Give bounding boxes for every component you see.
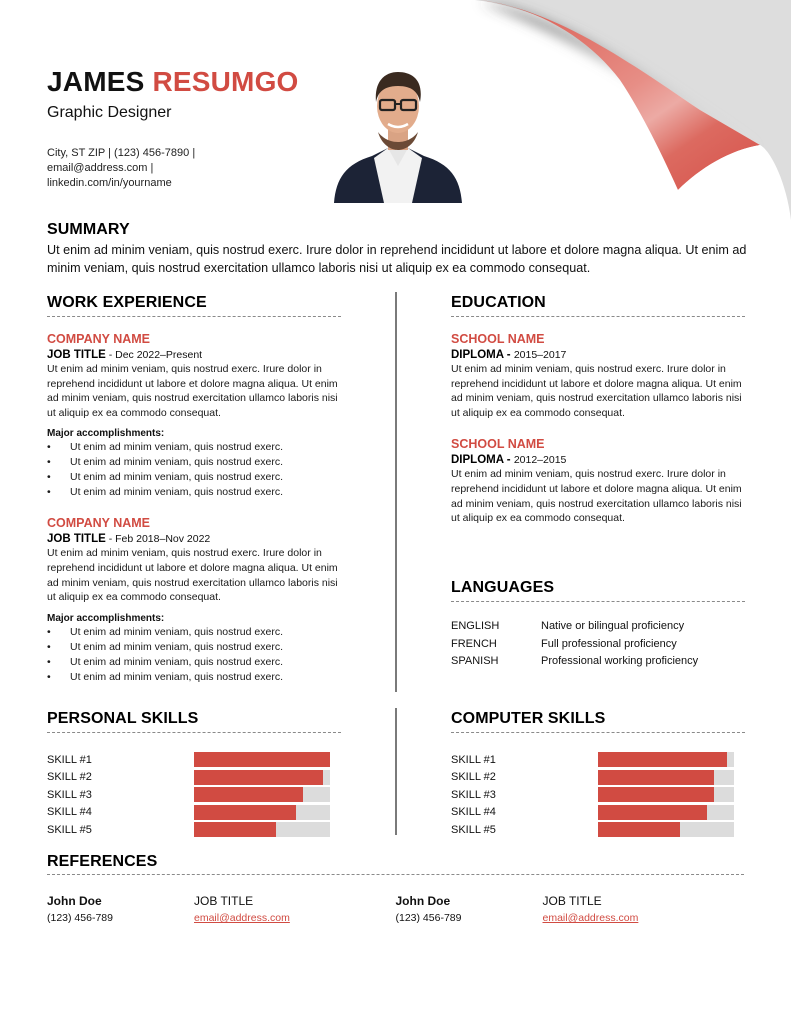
personal-skills-heading: PERSONAL SKILLS xyxy=(47,710,199,727)
skill-bar xyxy=(194,805,330,820)
language-row xyxy=(451,636,745,654)
skill-bar-fill xyxy=(194,770,323,785)
bullet-icon: • xyxy=(47,640,51,653)
skill-label: SKILL #5 xyxy=(47,823,92,836)
skill-bar xyxy=(194,822,330,837)
language-row xyxy=(451,618,745,636)
contact-line: linkedin.com/in/yourname xyxy=(47,177,172,189)
skills-list xyxy=(47,751,341,839)
skill-bar-fill xyxy=(194,822,276,837)
skill-label: SKILL #1 xyxy=(47,753,92,766)
language-level: Professional working proficiency xyxy=(541,655,699,667)
skill-label: SKILL #3 xyxy=(451,788,496,801)
reference-email-link[interactable]: email@address.com xyxy=(194,912,290,924)
reference-name: John Doe xyxy=(395,894,451,908)
language-level: Full professional proficiency xyxy=(541,637,677,650)
bullet-icon: • xyxy=(47,471,51,484)
references-section xyxy=(47,853,744,927)
list-item xyxy=(47,470,341,485)
languages-heading: LANGUAGES xyxy=(451,579,555,596)
language-level: Native or bilingual proficiency xyxy=(541,620,685,632)
bullet-icon: • xyxy=(47,625,51,638)
skill-bar-fill xyxy=(194,805,296,820)
skill-bar xyxy=(598,787,734,802)
list-item xyxy=(47,670,341,685)
references-heading: REFERENCES xyxy=(47,853,158,870)
first-name: JAMES xyxy=(47,66,145,97)
reference-email-link[interactable]: email@address.com xyxy=(542,912,639,924)
accomplishment-text: Ut enim ad minim veniam, quis nostrud exerc. xyxy=(70,441,283,454)
summary-section xyxy=(47,221,747,277)
column-divider xyxy=(395,708,397,835)
job-entry xyxy=(47,332,341,500)
personal-skills-section xyxy=(47,710,341,839)
accomplishment-text: Ut enim ad minim veniam, quis nostrud exerc. xyxy=(70,670,283,683)
section-divider xyxy=(47,732,341,733)
job-title-line xyxy=(47,349,341,361)
accomplishment-text: Ut enim ad minim veniam, quis nostrud exerc. xyxy=(70,625,283,638)
school-entry xyxy=(451,437,745,525)
job-title: Graphic Designer xyxy=(47,104,172,121)
languages-list xyxy=(451,618,745,671)
references-list xyxy=(47,893,744,927)
skill-bar xyxy=(598,822,734,837)
accomplishment-text: Ut enim ad minim veniam, quis nostrud exerc. xyxy=(70,471,283,484)
job-title-line xyxy=(47,533,341,545)
skill-bar-fill xyxy=(194,752,330,767)
skill-row xyxy=(451,751,745,769)
skill-bar-fill xyxy=(598,822,680,837)
skill-row xyxy=(47,821,341,839)
work-experience-section xyxy=(47,294,341,685)
company-name: COMPANY NAME xyxy=(47,332,151,346)
school-entry xyxy=(451,332,745,420)
job-title: JOB TITLE xyxy=(47,533,106,546)
contact-line: email@address.com | xyxy=(47,162,154,174)
job-description: Ut enim ad minim veniam, quis nostrud exerc. Irure dolor in reprehend incididunt ut labore et dolore magna aliqua. Ut enim ad minim veniam, quis nostrud exercitation ullamco laboris nisi ut aliquip ex ea commodo consequat. xyxy=(47,363,338,419)
school-dates: 2012–2015 xyxy=(513,454,567,467)
accomplishments-list xyxy=(47,625,341,685)
bullet-icon: • xyxy=(47,655,51,668)
skills-list xyxy=(451,751,745,839)
skill-bar xyxy=(194,787,330,802)
language-row xyxy=(451,653,745,671)
skill-bar-fill xyxy=(598,787,714,802)
accomplishments-label: Major accomplishments: xyxy=(47,612,165,624)
computer-skills-heading: COMPUTER SKILLS xyxy=(451,710,606,727)
skill-label: SKILL #4 xyxy=(47,806,92,819)
reference-phone: (123) 456-789 xyxy=(47,912,113,924)
skill-row xyxy=(451,769,745,787)
contact-line: City, ST ZIP | (123) 456-7890 | xyxy=(47,147,196,159)
accomplishment-text: Ut enim ad minim veniam, quis nostrud exerc. xyxy=(70,640,283,653)
company-name: COMPANY NAME xyxy=(47,516,151,531)
job-description: Ut enim ad minim veniam, quis nostrud exerc. Irure dolor in reprehend incididunt ut labore et dolore magna aliqua. Ut enim ad minim veniam, quis nostrud exercitation ullamco laboris nisi ut aliquip ex ea commodo consequat. xyxy=(47,547,338,604)
summary-text: Ut enim ad minim veniam, quis nostrud exerc. Irure dolor in reprehend incididunt ut labore et dolore magna aliqua. Ut enim ad minim veniam, quis nostrud exercitation ullamco laboris nisi ut aliquip ex ea commodo consequat. xyxy=(47,243,747,275)
bullet-icon: • xyxy=(47,486,51,499)
language-name: FRENCH xyxy=(451,637,497,650)
skill-bar xyxy=(194,752,330,767)
contact-info xyxy=(47,146,195,191)
section-divider xyxy=(47,316,341,317)
skill-bar xyxy=(598,770,734,785)
reference-job-title: JOB TITLE xyxy=(194,894,254,908)
list-item xyxy=(47,625,341,640)
profile-photo xyxy=(332,66,463,203)
bullet-icon: • xyxy=(47,670,51,683)
skill-bar-fill xyxy=(598,752,727,767)
computer-skills-section xyxy=(451,710,745,839)
skill-bar xyxy=(598,752,734,767)
skill-label: SKILL #3 xyxy=(47,788,92,801)
language-name: ENGLISH xyxy=(451,620,500,632)
skill-label: SKILL #5 xyxy=(451,823,496,836)
skill-bar xyxy=(194,770,330,785)
reference-phone: (123) 456-789 xyxy=(395,912,462,924)
school-description: Ut enim ad minim veniam, quis nostrud exerc. Irure dolor in reprehend incididunt ut labore et dolore magna aliqua. Ut enim ad minim veniam, quis nostrud exercitation ullamco laboris nisi ut aliquip ex ea commodo consequat. xyxy=(451,363,742,419)
job-dates: - Feb 2018–Nov 2022 xyxy=(105,533,211,546)
skill-row xyxy=(451,804,745,822)
list-item xyxy=(47,440,341,455)
accomplishments-label: Major accomplishments: xyxy=(47,428,165,440)
school-name: SCHOOL NAME xyxy=(451,332,545,346)
section-divider xyxy=(451,316,745,317)
skill-bar xyxy=(598,805,734,820)
list-item xyxy=(47,455,341,470)
bullet-icon: • xyxy=(47,456,51,469)
languages-section xyxy=(451,579,745,671)
list-item xyxy=(47,655,341,670)
education-section xyxy=(451,294,745,526)
reference-entry xyxy=(396,893,745,927)
diploma-line xyxy=(451,349,745,361)
skill-bar-fill xyxy=(598,805,707,820)
skill-bar-fill xyxy=(194,787,303,802)
school-dates: 2015–2017 xyxy=(513,349,567,361)
skill-row xyxy=(47,804,341,822)
job-title: JOB TITLE xyxy=(47,349,106,361)
skill-label: SKILL #1 xyxy=(451,753,496,766)
skill-row xyxy=(47,769,341,787)
last-name: RESUMGO xyxy=(152,66,299,97)
diploma-line xyxy=(451,454,745,466)
section-divider xyxy=(451,601,745,602)
candidate-name xyxy=(47,66,299,98)
diploma: DIPLOMA - xyxy=(451,454,514,467)
language-name: SPANISH xyxy=(451,655,499,667)
reference-job-title: JOB TITLE xyxy=(542,894,602,908)
bullet-icon: • xyxy=(47,441,51,454)
skill-row xyxy=(451,786,745,804)
accomplishment-text: Ut enim ad minim veniam, quis nostrud exerc. xyxy=(70,456,283,469)
skill-label: SKILL #2 xyxy=(451,771,496,784)
job-dates: - Dec 2022–Present xyxy=(105,349,203,361)
skill-row xyxy=(47,786,341,804)
column-divider xyxy=(395,292,397,692)
education-heading: EDUCATION xyxy=(451,294,546,311)
school-description: Ut enim ad minim veniam, quis nostrud exerc. Irure dolor in reprehend incididunt ut labore et dolore magna aliqua. Ut enim ad minim veniam, quis nostrud exercitation ullamco laboris nisi ut aliquip ex ea commodo consequat. xyxy=(451,468,742,525)
accomplishment-text: Ut enim ad minim veniam, quis nostrud exerc. xyxy=(70,486,283,499)
reference-name: John Doe xyxy=(47,894,102,908)
summary-heading: SUMMARY xyxy=(47,221,130,238)
list-item xyxy=(47,485,341,500)
skill-row xyxy=(451,821,745,839)
skill-row xyxy=(47,751,341,769)
reference-entry xyxy=(47,893,396,927)
diploma: DIPLOMA - xyxy=(451,349,514,361)
skill-label: SKILL #4 xyxy=(451,806,496,819)
list-item xyxy=(47,640,341,655)
work-experience-heading: WORK EXPERIENCE xyxy=(47,294,207,311)
section-divider xyxy=(451,732,745,733)
accomplishments-list xyxy=(47,440,341,500)
section-divider xyxy=(47,874,744,875)
accomplishment-text: Ut enim ad minim veniam, quis nostrud exerc. xyxy=(70,655,283,668)
skill-label: SKILL #2 xyxy=(47,771,92,784)
job-entry xyxy=(47,516,341,684)
school-name: SCHOOL NAME xyxy=(451,437,545,452)
skill-bar-fill xyxy=(598,770,714,785)
